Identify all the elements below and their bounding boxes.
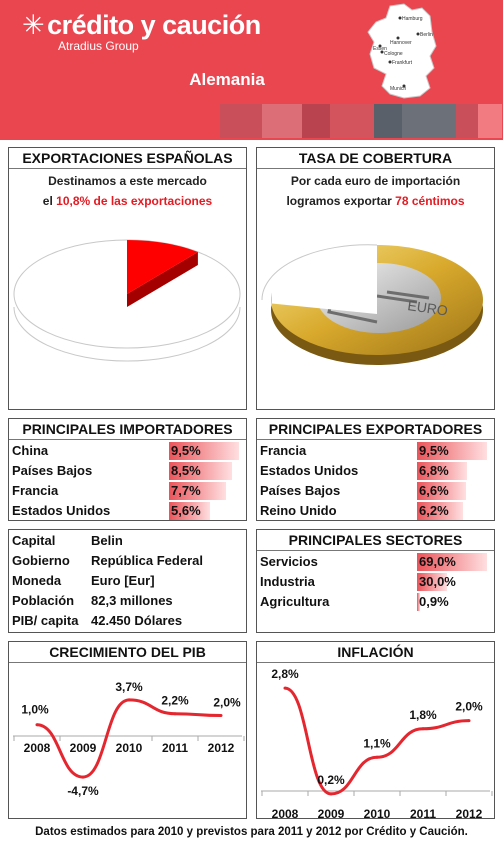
data-label: 1,8% — [409, 707, 437, 722]
data-label: 2,8% — [271, 667, 299, 682]
coverage-panel-line2: logramos exportar 78 céntimos — [286, 194, 465, 208]
brand-name: crédito y caución — [47, 10, 261, 40]
row-label: China — [12, 443, 49, 458]
table-row — [9, 441, 246, 461]
table-row — [257, 441, 494, 461]
data-point — [376, 756, 379, 759]
table-row — [9, 501, 246, 521]
country-info-panel — [8, 529, 247, 633]
data-label: 1,1% — [363, 736, 391, 751]
table-row — [257, 461, 494, 481]
gdp-growth-title: CRECIMIENTO DEL PIB — [9, 642, 246, 663]
row-value: 5,6% — [171, 503, 201, 518]
inflation-panel — [256, 641, 495, 819]
importers-panel — [8, 418, 247, 521]
x-tick-label: 2012 — [207, 741, 235, 755]
data-label: 0,2% — [317, 772, 345, 787]
table-row — [257, 592, 494, 612]
info-value: 82,3 millones — [91, 593, 173, 608]
row-value: 69,0% — [419, 554, 456, 569]
coverage-panel — [256, 147, 495, 410]
row-label: Industria — [260, 574, 315, 589]
data-point — [468, 719, 471, 722]
data-label: 2,0% — [213, 695, 241, 710]
export-panel-title: EXPORTACIONES ESPAÑOLAS — [9, 148, 246, 169]
sectors-title: PRINCIPALES SECTORES — [257, 530, 494, 551]
sectors-table — [257, 552, 494, 612]
info-value: 42.450 Dólares — [91, 613, 183, 628]
x-tick-label: 2010 — [115, 741, 143, 755]
map-city-label: Cologne — [384, 51, 403, 57]
gdp-growth-panel — [8, 641, 247, 819]
info-label: Moneda — [12, 573, 62, 588]
sectors-panel — [256, 529, 495, 633]
export-panel — [8, 147, 247, 410]
data-label: 3,7% — [115, 679, 143, 694]
gdp-growth-chart — [9, 664, 246, 819]
row-value: 9,5% — [419, 443, 449, 458]
inflation-title: INFLACIÓN — [257, 642, 494, 663]
data-point — [422, 727, 425, 730]
svg-text:EURO: EURO — [406, 297, 449, 319]
row-label: Estados Unidos — [260, 463, 359, 478]
info-label: Gobierno — [12, 553, 70, 568]
row-label: Países Bajos — [12, 463, 93, 478]
map-city-label: Berlin — [420, 32, 433, 38]
table-row — [9, 481, 246, 501]
footer-note: Datos estimados para 2010 y previstos para 2011 y 2012 por Crédito y Caución. — [35, 826, 468, 838]
x-tick-label: 2010 — [363, 807, 391, 819]
info-label: Capital — [12, 533, 56, 548]
row-value: 30,0% — [419, 574, 456, 589]
data-point — [174, 712, 177, 715]
info-label: PIB/ capita — [12, 613, 79, 628]
map-city-label: Hamburg — [402, 16, 423, 22]
export-panel-line2: el 10,8% de las exportaciones — [42, 194, 213, 208]
importers-table — [9, 441, 246, 521]
table-row — [257, 552, 494, 572]
x-tick-label: 2008 — [23, 741, 51, 755]
row-value: 6,6% — [419, 483, 449, 498]
info-value: Euro [Eur] — [91, 573, 155, 588]
data-point — [330, 792, 333, 795]
x-tick-label: 2009 — [69, 741, 97, 755]
coverage-panel-line1: Por cada euro de importación — [290, 174, 461, 188]
exporters-title: PRINCIPALES EXPORTADORES — [257, 419, 494, 440]
row-value: 7,7% — [171, 483, 201, 498]
x-tick-label: 2012 — [455, 807, 483, 819]
row-label: Reino Unido — [260, 503, 337, 518]
x-tick-label: 2009 — [317, 807, 345, 819]
export-share-highlight: 10,8% de las exportaciones — [56, 194, 213, 208]
country-title: Alemania — [189, 70, 265, 89]
exporters-table — [257, 441, 494, 521]
row-label: Servicios — [260, 554, 318, 569]
data-point — [284, 687, 287, 690]
coverage-missing-share — [272, 244, 377, 314]
map-city-label: Munich — [390, 86, 407, 92]
table-row — [257, 572, 494, 592]
map-city-label: Essen — [373, 46, 387, 52]
x-tick-label: 2011 — [161, 741, 189, 755]
brand-logo — [22, 10, 261, 53]
table-row — [257, 481, 494, 501]
importers-title: PRINCIPALES IMPORTADORES — [9, 419, 246, 440]
row-label: Países Bajos — [260, 483, 341, 498]
map-city-label: Hannover — [390, 40, 412, 46]
data-point — [36, 723, 39, 726]
x-tick-label: 2011 — [409, 807, 437, 819]
header-banner — [0, 0, 503, 140]
euro-coin-icon — [257, 214, 494, 409]
coverage-highlight: 78 céntimos — [395, 194, 465, 208]
brand-subtitle: Atradius Group — [58, 39, 139, 53]
export-panel-line1: Destinamos a este mercado — [48, 174, 207, 188]
table-row — [9, 461, 246, 481]
info-value: Belin — [91, 533, 123, 548]
coverage-panel-title: TASA DE COBERTURA — [257, 148, 494, 169]
row-value: 6,8% — [419, 463, 449, 478]
row-label: Estados Unidos — [12, 503, 111, 518]
data-point — [220, 714, 223, 717]
export-share-pie — [9, 214, 246, 409]
row-value: 6,2% — [419, 503, 449, 518]
map-city-label: Frankfurt — [392, 60, 413, 66]
row-value: 9,5% — [171, 443, 201, 458]
row-label: Francia — [12, 483, 59, 498]
row-value: 8,5% — [171, 463, 201, 478]
table-row — [257, 501, 494, 521]
data-label: 2,0% — [455, 699, 483, 714]
row-label: Francia — [260, 443, 307, 458]
series-line — [37, 700, 221, 777]
data-label: -4,7% — [67, 784, 99, 799]
info-label: Población — [12, 593, 75, 608]
data-point — [82, 776, 85, 779]
data-point — [128, 698, 131, 701]
data-label: 2,2% — [161, 693, 189, 708]
row-label: Agricultura — [260, 594, 330, 609]
row-value: 0,9% — [419, 594, 449, 609]
germany-map-icon — [360, 2, 440, 100]
x-tick-label: 2008 — [271, 807, 299, 819]
inflation-chart — [257, 664, 494, 819]
info-value: República Federal — [91, 553, 203, 568]
brand-star-icon: ✳ — [22, 10, 45, 40]
exporters-panel — [256, 418, 495, 521]
data-label: 1,0% — [21, 702, 49, 717]
